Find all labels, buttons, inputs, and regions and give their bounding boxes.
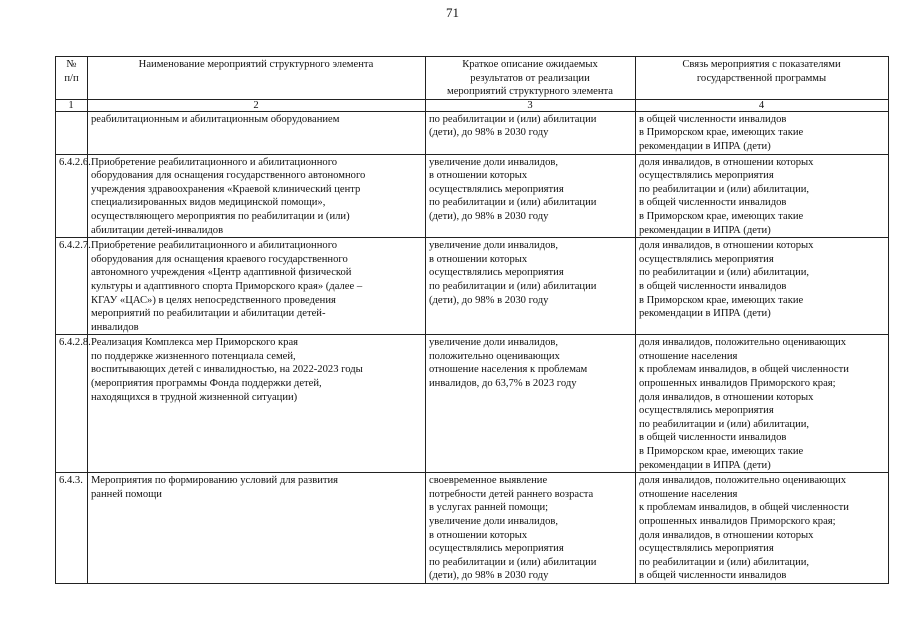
cell-line: (дети), до 98% в 2030 году	[429, 570, 549, 582]
cell-line: рекомендации в ИПРА (дети)	[639, 140, 771, 152]
cell-line: в общей численности инвалидов	[639, 280, 787, 292]
expected-results-cell	[426, 473, 636, 584]
header-line: мероприятий структурного элемента	[446, 86, 613, 98]
cell-line: осуществлялись мероприятия	[429, 267, 564, 279]
cell-line: по реабилитации и (или) абилитации,	[639, 183, 810, 195]
cell-line: по реабилитации и (или) абилитации	[429, 280, 597, 292]
table-header-row	[56, 57, 889, 100]
event-name-cell	[88, 473, 426, 584]
cell-line: в отношении которых	[429, 529, 528, 541]
cell-line: специализированных видов медицинской помощи»,	[91, 197, 326, 209]
cell-line: Приобретение реабилитационного и абилитационного	[91, 240, 338, 252]
cell-line: в общей численности инвалидов	[639, 113, 787, 125]
cell-line: инвалидов	[91, 321, 139, 333]
cell-line: в отношении которых	[429, 253, 528, 265]
event-name-cell	[88, 238, 426, 335]
cell-line: КГАУ «ЦАС») в целях непосредственного проведения	[91, 294, 336, 306]
cell-line: по поддержке жизненного потенциала семей,	[91, 350, 296, 362]
cell-line: положительно оценивающих	[429, 350, 560, 362]
cell-line: потребности детей раннего возраста	[429, 488, 594, 500]
page-number: 71	[446, 5, 459, 20]
indicator-link-cell	[636, 154, 889, 238]
cell-line: (дети), до 98% в 2030 году	[429, 294, 549, 306]
cell-line: в общей численности инвалидов	[639, 432, 787, 444]
cell-line: в отношении которых	[429, 170, 528, 182]
table-row	[56, 154, 889, 238]
column-number-row	[56, 99, 889, 111]
cell-line: находящихся в трудной жизненной ситуации)	[91, 391, 298, 403]
cell-line: Мероприятия по формированию условий для развития	[91, 475, 339, 487]
cell-line: доля инвалидов, положительно оценивающих	[639, 337, 847, 349]
cell-line: по реабилитации и (или) абилитации	[429, 113, 597, 125]
cell-line: абилитации детей-инвалидов	[91, 224, 224, 236]
expected-results-cell	[426, 335, 636, 473]
row-number-cell: 6.4.2.7.	[56, 238, 88, 335]
header-cell	[636, 57, 889, 100]
cell-line: Приобретение реабилитационного и абилитационного	[91, 156, 338, 168]
table-row	[56, 238, 889, 335]
cell-line: отношение населения	[639, 488, 738, 500]
cell-line: (дети), до 98% в 2030 году	[429, 127, 549, 139]
cell-line: осуществлялись мероприятия	[639, 253, 774, 265]
column-number: 2	[88, 99, 426, 111]
header-line: результатов от реализации	[470, 72, 590, 84]
cell-line: по реабилитации и (или) абилитации	[429, 197, 597, 209]
cell-line: осуществлялись мероприятия	[639, 543, 774, 555]
column-number: 4	[636, 99, 889, 111]
cell-line: опрошенных инвалидов Приморского края;	[639, 378, 836, 390]
events-table	[55, 56, 889, 584]
cell-line: в Приморском крае, имеющих такие	[639, 210, 804, 222]
cell-line: опрошенных инвалидов Приморского края;	[639, 516, 836, 527]
cell-line: осуществлялись мероприятия	[639, 170, 774, 182]
cell-line: по реабилитации и (или) абилитации	[429, 556, 597, 568]
column-number: 1	[56, 99, 88, 111]
cell-line: оборудования для оснащения краевого государственного	[91, 253, 348, 265]
column-number: 3	[426, 99, 636, 111]
expected-results-cell	[426, 238, 636, 335]
cell-line: рекомендации в ИПРА (дети)	[639, 459, 771, 471]
cell-line: осуществляющего мероприятия по реабилитации и (или)	[91, 210, 350, 222]
cell-line: осуществлялись мероприятия	[429, 183, 564, 195]
cell-line: по реабилитации и (или) абилитации,	[639, 418, 810, 430]
row-number-cell	[56, 111, 88, 154]
cell-line: Реализация Комплекса мер Приморского края	[91, 337, 299, 349]
cell-line: мероприятий по реабилитации и абилитации детей-	[91, 308, 326, 320]
cell-line: осуществлялись мероприятия	[429, 543, 564, 555]
cell-line: (дети), до 98% в 2030 году	[429, 210, 549, 222]
event-name-cell	[88, 111, 426, 154]
cell-line: учреждения здравоохранения «Краевой клинический центр	[91, 183, 361, 195]
indicator-link-cell	[636, 335, 889, 473]
header-line: п/п	[64, 72, 79, 84]
cell-line: доля инвалидов, положительно оценивающих	[639, 475, 847, 487]
table-row	[56, 335, 889, 473]
indicator-link-cell	[636, 473, 889, 584]
table-row	[56, 473, 889, 584]
row-number-cell: 6.4.2.6.	[56, 154, 88, 238]
cell-line: увеличение доли инвалидов,	[429, 156, 559, 168]
header-cell	[426, 57, 636, 100]
cell-line: воспитывающих детей с инвалидностью, на 2022-2023 годы	[91, 364, 363, 376]
cell-line: (мероприятия программы Фонда поддержки детей,	[91, 378, 322, 390]
cell-line: рекомендации в ИПРА (дети)	[639, 224, 771, 236]
cell-line: культуры и адаптивного спорта Приморского края» (далее –	[91, 280, 363, 292]
cell-line: реабилитационным и абилитационным оборудованием	[91, 113, 340, 125]
event-name-cell	[88, 335, 426, 473]
cell-line: увеличение доли инвалидов,	[429, 337, 559, 349]
row-number-cell: 6.4.3.	[56, 473, 88, 584]
event-name-cell	[88, 154, 426, 238]
cell-line: в Приморском крае, имеющих такие	[639, 446, 804, 458]
cell-line: в общей численности инвалидов	[639, 570, 787, 582]
header-cell	[56, 57, 88, 100]
cell-line: ранней помощи	[91, 488, 162, 500]
cell-line: доля инвалидов, в отношении которых	[639, 240, 814, 252]
table-row	[56, 111, 889, 154]
cell-line: рекомендации в ИПРА (дети)	[639, 308, 771, 320]
cell-line: в Приморском крае, имеющих такие	[639, 127, 804, 139]
header-line: Краткое описание ожидаемых	[462, 59, 598, 70]
cell-line: в Приморском крае, имеющих такие	[639, 294, 804, 306]
expected-results-cell	[426, 154, 636, 238]
cell-line: осуществлялись мероприятия	[639, 405, 774, 417]
cell-line: инвалидов, до 63,7% в 2023 году	[429, 378, 577, 390]
row-number-cell: 6.4.2.8.	[56, 335, 88, 473]
indicator-link-cell	[636, 238, 889, 335]
indicator-link-cell	[636, 111, 889, 154]
cell-line: к проблемам инвалидов, в общей численности	[639, 502, 849, 514]
cell-line: в услугах ранней помощи;	[429, 502, 549, 514]
cell-line: оборудования для оснащения государственного автономного	[91, 170, 366, 182]
cell-line: доля инвалидов, в отношении которых	[639, 156, 814, 168]
header-cell	[88, 57, 426, 100]
cell-line: увеличение доли инвалидов,	[429, 516, 559, 527]
cell-line: в общей численности инвалидов	[639, 197, 787, 209]
header-line: №	[66, 59, 77, 70]
cell-line: доля инвалидов, в отношении которых	[639, 529, 814, 541]
header-line: Наименование мероприятий структурного элемента	[138, 59, 374, 70]
cell-line: к проблемам инвалидов, в общей численности	[639, 364, 849, 376]
cell-line: отношение населения	[639, 350, 738, 362]
cell-line: по реабилитации и (или) абилитации,	[639, 556, 810, 568]
expected-results-cell	[426, 111, 636, 154]
cell-line: отношение населения к проблемам	[429, 364, 588, 376]
header-line: Связь мероприятия с показателями	[682, 59, 841, 70]
cell-line: доля инвалидов, в отношении которых	[639, 391, 814, 403]
header-line: государственной программы	[696, 72, 827, 84]
cell-line: своевременное выявление	[429, 475, 548, 487]
cell-line: по реабилитации и (или) абилитации,	[639, 267, 810, 279]
cell-line: увеличение доли инвалидов,	[429, 240, 559, 252]
cell-line: автономного учреждения «Центр адаптивной физической	[91, 267, 352, 279]
